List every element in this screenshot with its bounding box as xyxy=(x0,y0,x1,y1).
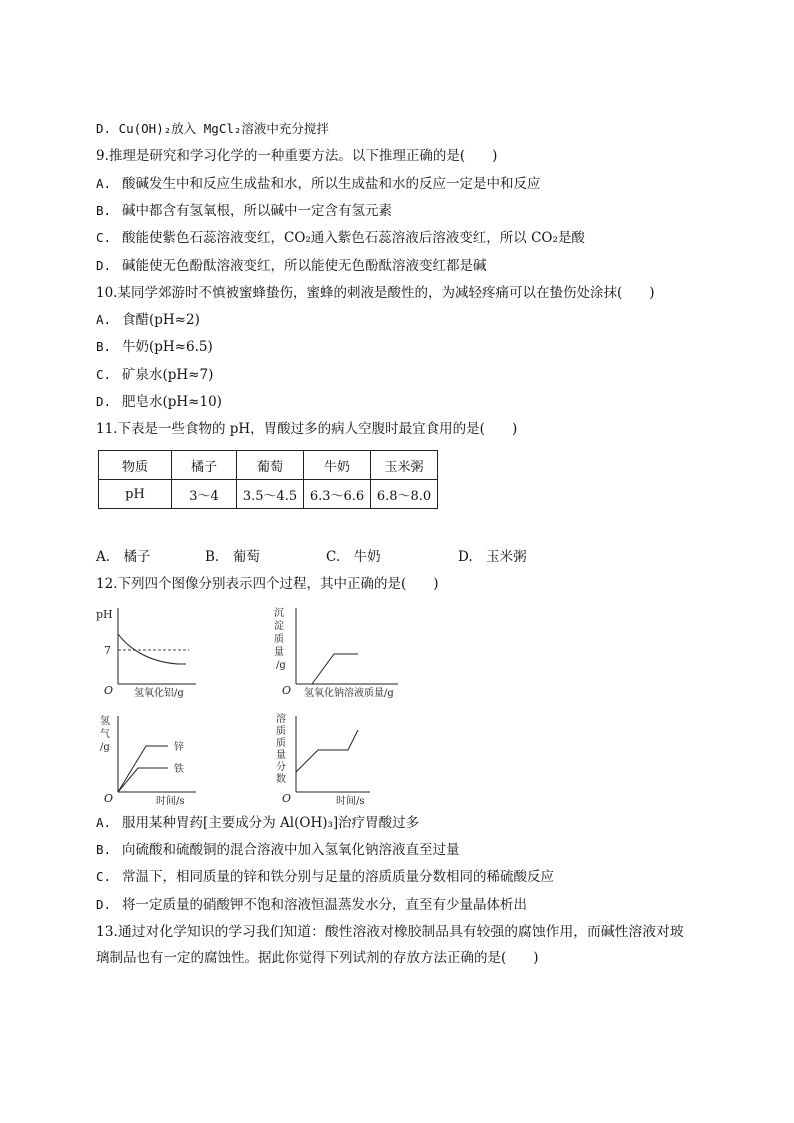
option-text: 碱中都含有氢氧根，所以碱中一定含有氢元素 xyxy=(122,203,392,219)
zinc-line xyxy=(118,746,168,792)
q10-option-b xyxy=(96,338,213,356)
x-axis-label: 氢氧化铝/g xyxy=(134,688,184,698)
graph-3-hydrogen xyxy=(94,710,204,806)
y-axis-label: 溶 xyxy=(276,714,286,725)
y-axis-label: 沉 xyxy=(274,608,284,619)
table-cell: 玉米粥 xyxy=(371,451,438,480)
y-axis-label: 氢 xyxy=(100,716,110,727)
q11-option-d: D. 玉米粥 xyxy=(458,549,527,565)
option-text: 矿泉水(pH≈7) xyxy=(122,367,214,383)
graph-1-ph xyxy=(94,602,204,698)
y-axis-label: 气 xyxy=(100,729,110,740)
option-text: 食醋(pH≈2) xyxy=(122,312,200,328)
x-axis-label: 时间/s xyxy=(156,796,185,806)
option-text: 常温下，相同质量的锌和铁分别与足量的溶质质量分数相同的稀硫酸反应 xyxy=(122,869,554,885)
option-text: 肥皂水(pH≈10) xyxy=(122,394,222,410)
question-12: 12.下列四个图像分别表示四个过程，其中正确的是( ) xyxy=(96,576,439,592)
mass-fraction-line xyxy=(296,730,358,772)
q11-option-c: C. 牛奶 xyxy=(326,549,381,565)
q9-option-b xyxy=(96,202,392,220)
series-label-iron: 铁 xyxy=(174,764,184,775)
y-axis-label: 分 xyxy=(276,762,286,773)
option-text: 酸碱发生中和反应生成盐和水，所以生成盐和水的反应一定是中和反应 xyxy=(122,176,541,192)
option-label: C. xyxy=(96,230,112,245)
option-label: D. xyxy=(96,897,112,912)
option-label: B. xyxy=(96,339,112,354)
option-label: A. xyxy=(96,312,112,327)
option-label: C. xyxy=(96,869,112,884)
origin-label: O xyxy=(282,792,292,805)
option-text: 将一定质量的硝酸钾不饱和溶液恒温蒸发水分，直至有少量晶体析出 xyxy=(122,897,527,913)
option-label: B. xyxy=(96,842,112,857)
q10-option-d xyxy=(96,393,222,411)
q9-option-c xyxy=(96,229,585,247)
graph-4-mass-fraction xyxy=(270,710,380,806)
question-10: 10.某同学郊游时不慎被蜜蜂蛰伤，蜜蜂的刺液是酸性的，为减轻疼痛可以在蛰伤处涂抹( ) xyxy=(96,285,655,301)
q12-option-b xyxy=(96,841,460,859)
y-axis-label: /g xyxy=(100,742,110,753)
option-text: 服用某种胃药[主要成分为 Al(OH)₃]治疗胃酸过多 xyxy=(122,815,420,831)
y-axis-label: 量 xyxy=(276,750,286,761)
y-axis-label: 质 xyxy=(276,726,286,737)
question-9: 9.推理是研究和学习化学的一种重要方法。以下推理正确的是( ) xyxy=(96,148,498,164)
q10-option-c xyxy=(96,366,213,384)
series-label-zinc: 锌 xyxy=(174,742,184,753)
origin-label: O xyxy=(104,792,114,805)
table-cell: 3～4 xyxy=(172,480,237,509)
y-axis-label: pH xyxy=(96,608,113,621)
option-label: A. xyxy=(96,176,112,191)
y-axis-label: 质 xyxy=(274,634,284,645)
option-text: 牛奶(pH≈6.5) xyxy=(122,339,213,355)
y-axis-label: 淀 xyxy=(274,621,284,632)
question-13-line-1: 13.通过对化学知识的学习我们知道：酸性溶液对橡胶制品具有较强的腐蚀作用，而碱性溶液对玻 xyxy=(96,924,684,940)
table-cell: pH xyxy=(99,480,172,509)
q8-option-d: D. Cu(OH)₂放入 MgCl₂溶液中充分搅拌 xyxy=(96,121,329,136)
y-axis-label: 质 xyxy=(276,738,286,749)
option-text: 碱能使无色酚酞溶液变红，所以能使无色酚酞溶液变红都是碱 xyxy=(122,258,487,274)
ph-curve xyxy=(118,634,186,664)
table-row xyxy=(99,451,438,480)
option-label: C. xyxy=(96,367,112,382)
table-cell: 6.3～6.6 xyxy=(304,480,371,509)
option-label: A. xyxy=(96,815,112,830)
y-tick-label: 7 xyxy=(104,644,111,657)
option-text: 酸能使紫色石蕊溶液变红，CO₂通入紫色石蕊溶液后溶液变红，所以 CO₂是酸 xyxy=(122,230,585,246)
table-cell: 橘子 xyxy=(172,451,237,480)
q12-option-c xyxy=(96,868,554,886)
q10-option-a xyxy=(96,311,200,329)
graph-2-precipitate xyxy=(270,602,410,698)
y-axis-label: /g xyxy=(276,660,286,671)
precipitate-line xyxy=(312,654,358,684)
q9-option-d xyxy=(96,257,487,275)
table-cell: 3.5～4.5 xyxy=(237,480,304,509)
x-axis-label: 时间/s xyxy=(336,796,365,806)
q9-option-a xyxy=(96,175,541,193)
y-axis-label: 量 xyxy=(274,647,284,658)
table-row xyxy=(99,480,438,509)
table-cell: 牛奶 xyxy=(304,451,371,480)
q12-option-d xyxy=(96,896,527,914)
x-axis-label: 氢氧化钠溶液质量/g xyxy=(304,688,394,698)
question-13-line-2: 璃制品也有一定的腐蚀性。据此你觉得下列试剂的存放方法正确的是( ) xyxy=(96,950,539,966)
origin-label: O xyxy=(104,684,114,697)
q11-option-b: B. 葡萄 xyxy=(205,549,260,565)
option-label: B. xyxy=(96,203,112,218)
option-text: 向硫酸和硫酸铜的混合溶液中加入氢氧化钠溶液直至过量 xyxy=(122,842,460,858)
table-cell: 物质 xyxy=(99,451,172,480)
table-cell: 葡萄 xyxy=(237,451,304,480)
option-label: D. xyxy=(96,394,112,409)
option-label: D. xyxy=(96,258,112,273)
table-cell: 6.8～8.0 xyxy=(371,480,438,509)
y-axis-label: 数 xyxy=(276,774,286,785)
ph-table xyxy=(98,450,438,509)
origin-label: O xyxy=(282,684,292,697)
question-11: 11.下表是一些食物的 pH，胃酸过多的病人空腹时最宜食用的是( ) xyxy=(96,421,518,437)
q11-option-a: A. 橘子 xyxy=(96,549,151,565)
q12-option-a xyxy=(96,814,419,832)
